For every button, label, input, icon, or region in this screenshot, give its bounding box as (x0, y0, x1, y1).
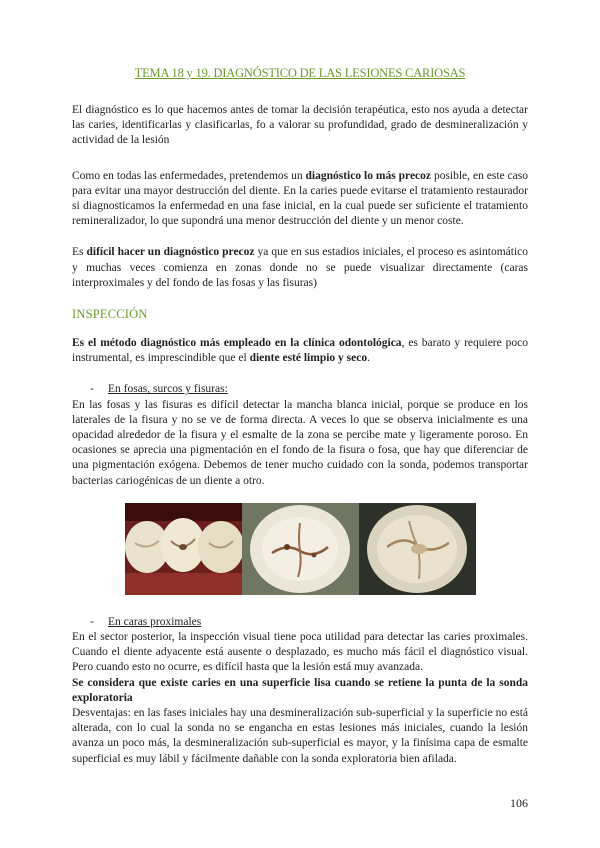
paragraph-disadvantages: Desventajas: en las fases iniciales hay una desmineralización sub-superficial y la superficie no está alterada, con lo cual la sonda no se engancha en estas lesiones más iniciales, cuando la lesión avanza un poco más, la desmineralización sub-superficial es mayor, y la finísima capa de esmalte superficial es muy lábil y fácilmente dañable con la sonda exploratoria bien afilada. (72, 707, 528, 765)
photo-molars-mouth (125, 503, 242, 595)
paragraph-early-diagnosis (72, 169, 528, 230)
bullet-fissures (72, 382, 528, 397)
text-run: . (367, 352, 370, 365)
text-run: posible, en este caso para evitar una mayor destrucción del diente. En la caries puede evitarse el tratamiento restaurador si diagnosticamos la enfermedad en una fase inicial, en la cual puede ser suficiente el tratamiento remineralizador, lo que supondrá una menor destrucción del diente y un menor coste. (72, 169, 528, 228)
emphasis-method: Es el método diagnóstico más empleado en la clínica odontológica (72, 337, 402, 350)
text-run: Es (72, 246, 87, 259)
text-run: , es barato y requiere poco instrumental, es imprescindible que el (72, 337, 528, 365)
bullet-label: En caras proximales (108, 615, 202, 628)
paragraph-method (72, 336, 528, 366)
photo-tooth-pigmented-fissure (242, 503, 359, 595)
text-run: ya que en sus estadios iniciales, el proceso es asintomático y muchas veces comienza en zonas donde no se puede visualizar directamente (caras interproximales y del fondo de las fosas y las fisuras) (72, 246, 528, 289)
page-number: 106 (510, 796, 528, 810)
section-heading-inspeccion: INSPECCIÓN (72, 307, 148, 322)
bullet-label: En fosas, surcos y fisuras: (108, 383, 228, 396)
paragraph-difficulty (72, 245, 528, 291)
document-page (72, 66, 528, 767)
clinical-photos (72, 503, 528, 595)
photo-tooth-occlusal-lesion (359, 503, 476, 595)
text-run: Como en todas las enfermedades, pretendemos un (72, 169, 306, 182)
paragraph-proximal: En el sector posterior, la inspección visual tiene poca utilidad para detectar las caries proximales. Cuando el diente adyacente está ausente o desplazado, es mucho más fácil el diagnóstico visual. Pero cuando esto no ocurre, es difícil hasta que la lesión está muy avanzada. (72, 631, 528, 674)
bullet-dash: - (90, 615, 94, 628)
emphasis-difficulty: difícil hacer un diagnóstico precoz (86, 246, 255, 259)
emphasis-clean-dry: diente esté limpio y seco (249, 352, 368, 365)
intro-paragraph: El diagnóstico es lo que hacemos antes de tomar la decisión terapéutica, esto nos ayuda a detectar las caries, identificarlas y clasificarlas, fo a valorar su profundidad, grado de desmineralización y actividad de la lesión (72, 104, 528, 147)
statement-caries-smooth-surface: Se considera que existe caries en una superficie lisa cuando se retiene la punta de la sonda exploratoria (72, 676, 528, 704)
paragraph-fissures: En las fosas y las fisuras es difícil detectar la mancha blanca inicial, porque se produce en los laterales de la fisura y no se ve de forma directa. A veces lo que se observa inicialmente es una opacidad alrededor de la fisura y el esmalte de la zona se percibe mate y ligeramente poroso. En ocasiones se aprecia una pigmentación en el fondo de la fisura o fosa, que hay que diferenciar de una pigmentación exógena. Debemos de tener mucho cuidado con la sonda, podemos transportar bacterias cariogénicas de un diente a otro. (72, 398, 528, 487)
emphasis-early-diagnosis: diagnóstico lo más precoz (305, 169, 432, 182)
document-title: TEMA 18 y 19. DIAGNÓSTICO DE LAS LESIONES CARIOSAS (134, 66, 466, 80)
bullet-dash: - (90, 383, 94, 396)
bullet-proximal (72, 615, 528, 630)
